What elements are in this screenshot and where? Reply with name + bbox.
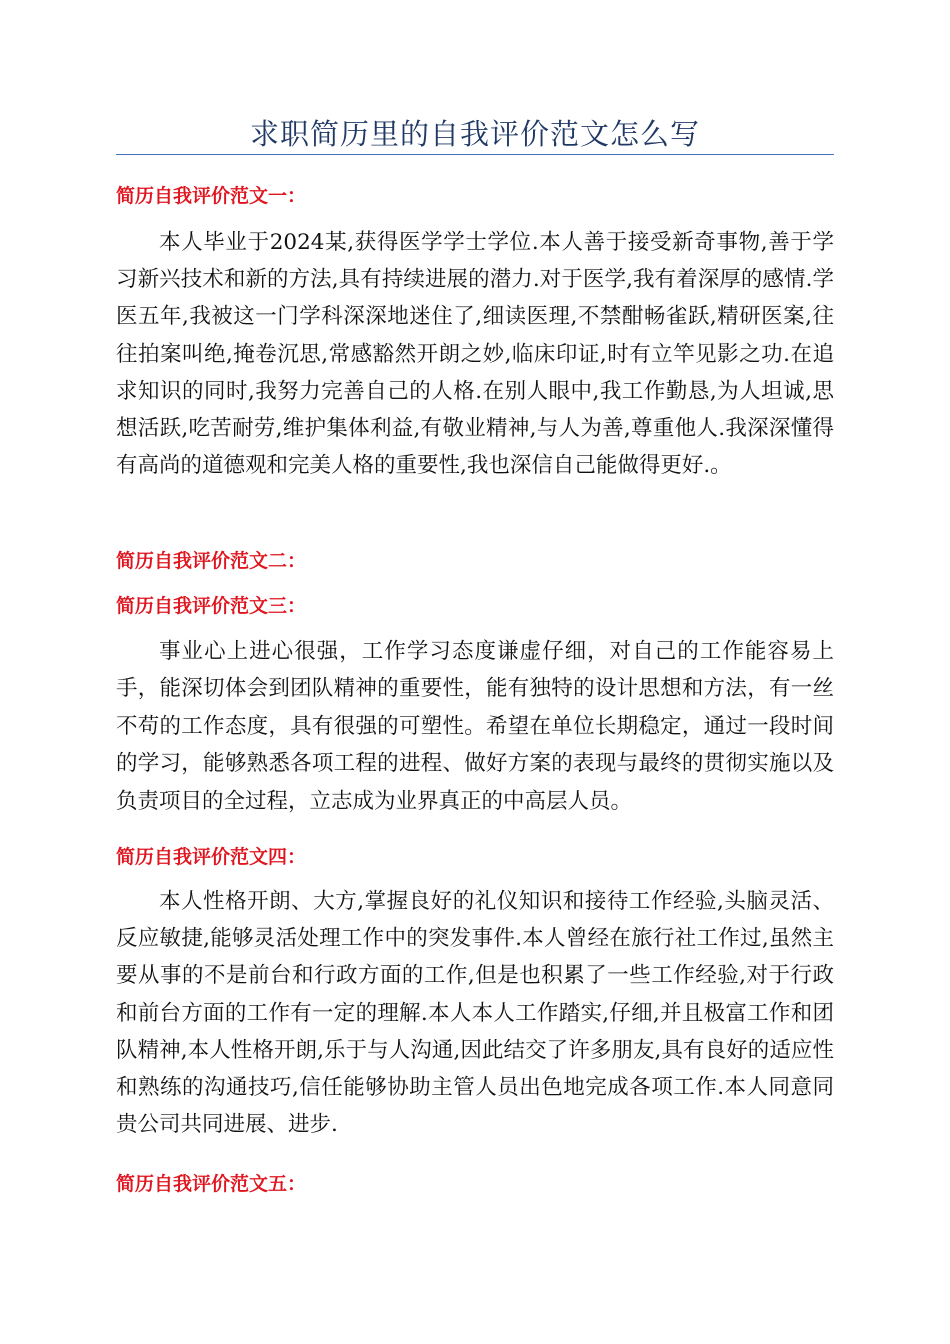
section-heading-1: 简历自我评价范文一： [116,185,307,207]
document-title: 求职简历里的自我评价范文怎么写 [249,117,700,151]
section-body-4: 本人性格开朗、大方,掌握良好的礼仪知识和接待工作经验,头脑灵活、反应敏捷,能够灵活处理工作中的突发事件.本人曾经在旅行社工作过,虽然主要从事的不是前台和行政方面的工作,但是也积累了一些工作经验,对于行政和前台方面的工作有一定的理解.本人本人工作踏实,仔细,并且极富工作和团队精神,本人性格开朗,乐于与人沟通,因此结交了许多朋友,具有良好的适应性和熟练的沟通技巧,信任能够协助主管人员出色地完成各项工作.本人同意同贵公司共同进展、进步. [116,889,834,1138]
title-underline [116,154,834,155]
section-heading-3: 简历自我评价范文三： [116,595,307,617]
section-heading-4: 简历自我评价范文四： [116,846,307,868]
section-body-1: 本人毕业于2024某,获得医学学士学位.本人善于接受新奇事物,善于学习新兴技术和新的方法,具有持续进展的潜力.对于医学,我有着深厚的感情.学医五年,我被这一门学科深深地迷住了,细读医理,不禁酣畅雀跃,精研医案,往往拍案叫绝,掩卷沉思,常感豁然开朗之妙,临床印证,时有立竿见影之功.在追求知识的同时,我努力完善自己的人格.在别人眼中,我工作勤恳,为人坦诚,思想活跃,吃苦耐劳,维护集体利益,有敬业精神,与人为善,尊重他人.我深深懂得有高尚的道德观和完美人格的重要性,我也深信自己能做得更好.。 [116,230,834,479]
section-body-3: 事业心上进心很强，工作学习态度谦虚仔细，对自己的工作能容易上手，能深切体会到团队精神的重要性，能有独特的设计思想和方法，有一丝不苟的工作态度，具有很强的可塑性。希望在单位长期稳定，通过一段时间的学习，能够熟悉各项工程的进程、做好方案的表现与最终的贯彻实施以及负责项目的全过程，立志成为业界真正的中高层人员。 [116,639,834,814]
section-heading-5: 简历自我评价范文五： [116,1173,307,1195]
section-heading-2: 简历自我评价范文二： [116,550,307,572]
